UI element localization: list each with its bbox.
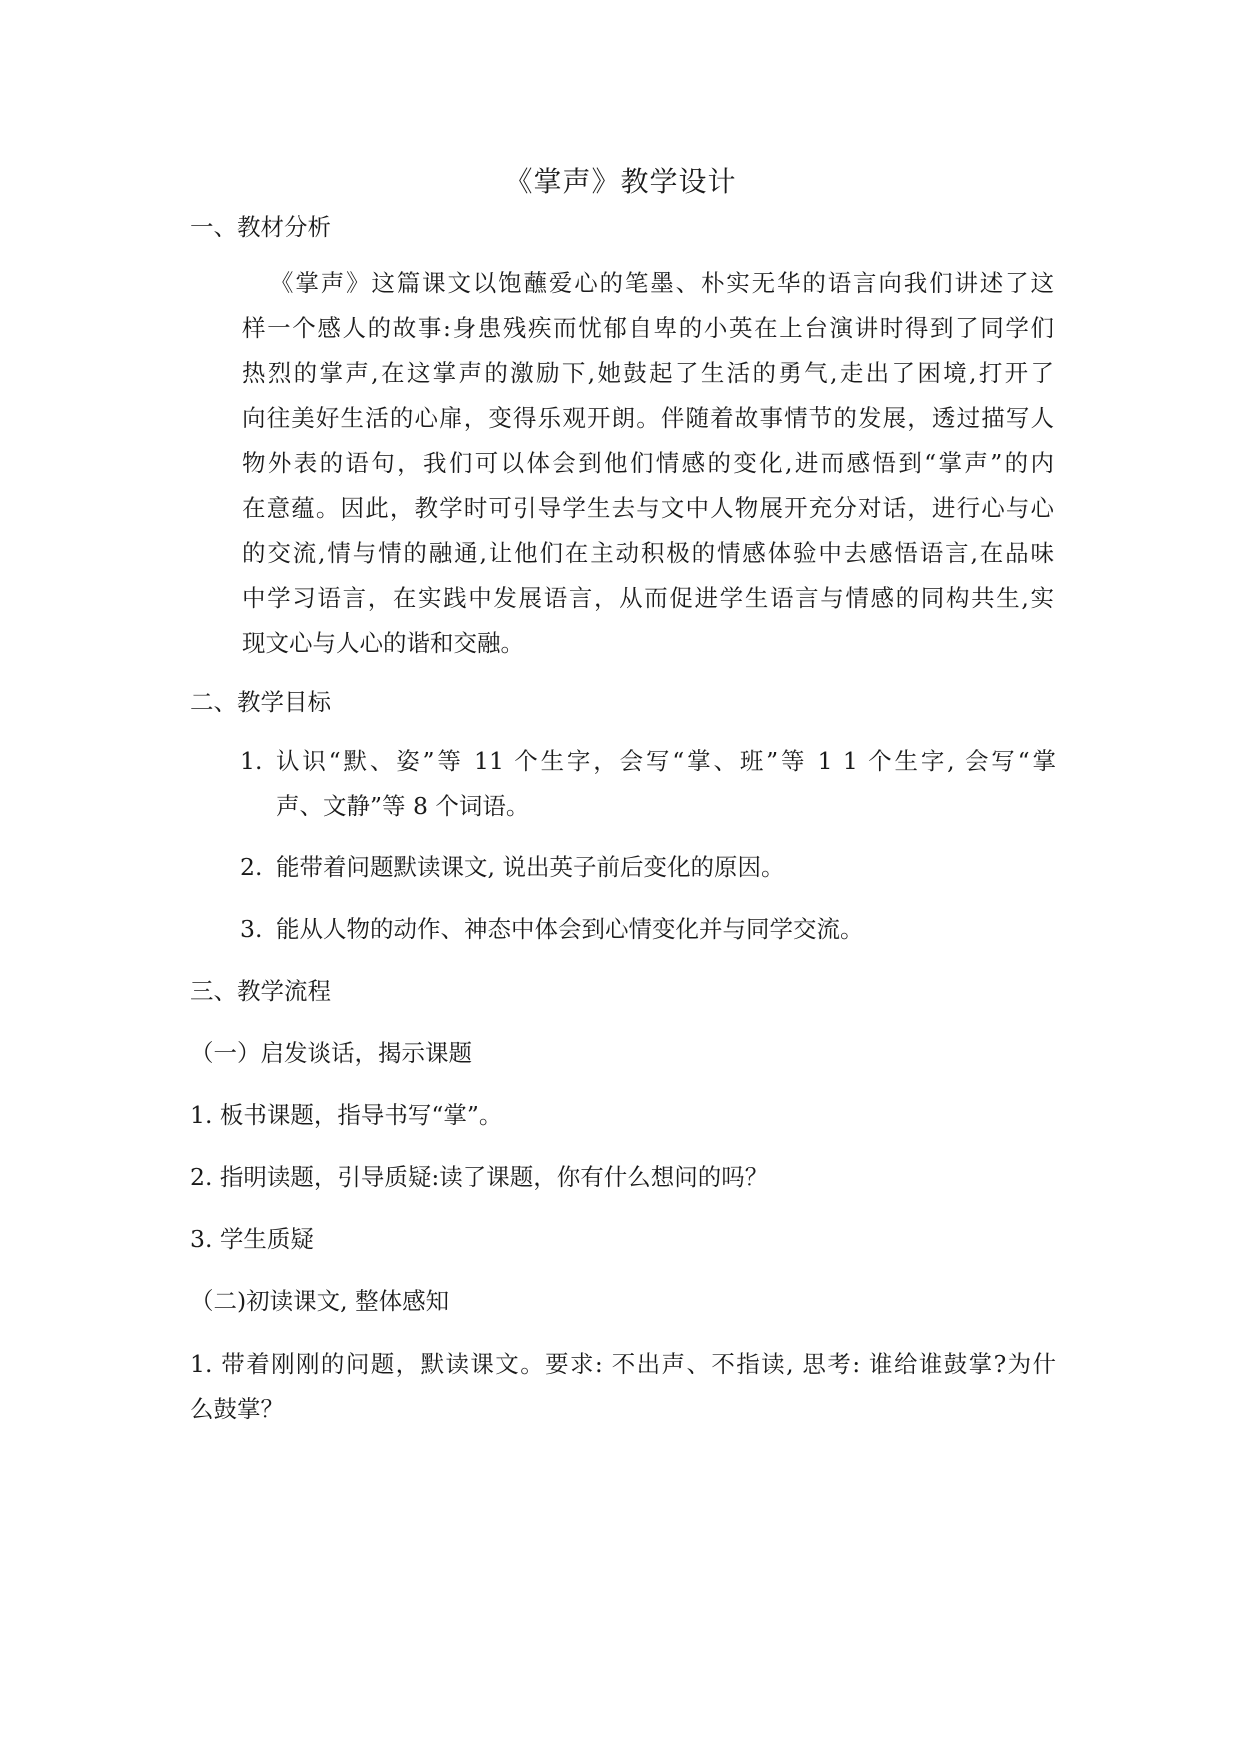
analysis-paragraph-line: 热烈的掌声,在这掌声的激励下,她鼓起了生活的勇气,走出了困境,打开了 — [242, 359, 1054, 387]
goal-text-line: 认识“默、姿”等 11 个生字，会写“掌、班”等 1 1 个生字, 会写“掌 — [276, 747, 1056, 775]
process-item-line: 么鼓掌？ — [190, 1395, 284, 1423]
analysis-paragraph-line: 《掌声》这篇课文以饱蘸爱心的笔墨、朴实无华的语言向我们讲述了这 — [270, 269, 1054, 297]
goal-text-line: 能从人物的动作、神态中体会到心情变化并与同学交流。 — [276, 915, 864, 943]
goal-number: 3. — [240, 915, 263, 943]
process-step-heading: （二)初读课文, 整体感知 — [190, 1287, 450, 1315]
process-item: 3. 学生质疑 — [190, 1225, 314, 1253]
document-title: 《掌声》教学设计 — [504, 165, 737, 198]
goal-number: 1. — [240, 747, 263, 775]
analysis-paragraph-line: 现文心与人心的谐和交融。 — [242, 629, 524, 657]
section-heading-analysis: 一、教材分析 — [190, 213, 331, 241]
analysis-paragraph-line: 的交流,情与情的融通,让他们在主动积极的情感体验中去感悟语言,在品味 — [242, 539, 1054, 567]
analysis-paragraph-line: 向往美好生活的心扉，变得乐观开朗。伴随着故事情节的发展，透过描写人 — [242, 404, 1054, 432]
process-item-line: 1. 带着刚刚的问题，默读课文。要求: 不出声、不指读, 思考: 谁给谁鼓掌?为什 — [190, 1350, 1056, 1378]
process-item: 1. 板书课题，指导书写“掌”。 — [190, 1101, 503, 1129]
analysis-paragraph-line: 物外表的语句，我们可以体会到他们情感的变化,进而感悟到“掌声”的内 — [242, 449, 1054, 477]
goal-text-line: 声、文静”等 8 个词语。 — [276, 792, 530, 820]
section-heading-process: 三、教学流程 — [190, 977, 331, 1005]
analysis-paragraph-line: 在意蕴。因此，教学时可引导学生去与文中人物展开充分对话，进行心与心 — [242, 494, 1054, 522]
goal-text-line: 能带着问题默读课文, 说出英子前后变化的原因。 — [276, 853, 785, 881]
process-step-heading: （一）启发谈话，揭示课题 — [190, 1039, 472, 1067]
analysis-paragraph-line: 样一个感人的故事:身患残疾而忧郁自卑的小英在上台演讲时得到了同学们 — [242, 314, 1054, 342]
process-item: 2. 指明读题，引导质疑:读了课题，你有什么想问的吗？ — [190, 1163, 769, 1191]
analysis-paragraph-line: 中学习语言，在实践中发展语言，从而促进学生语言与情感的同构共生,实 — [242, 584, 1054, 612]
goal-number: 2. — [240, 853, 263, 881]
section-heading-goals: 二、教学目标 — [190, 688, 331, 716]
